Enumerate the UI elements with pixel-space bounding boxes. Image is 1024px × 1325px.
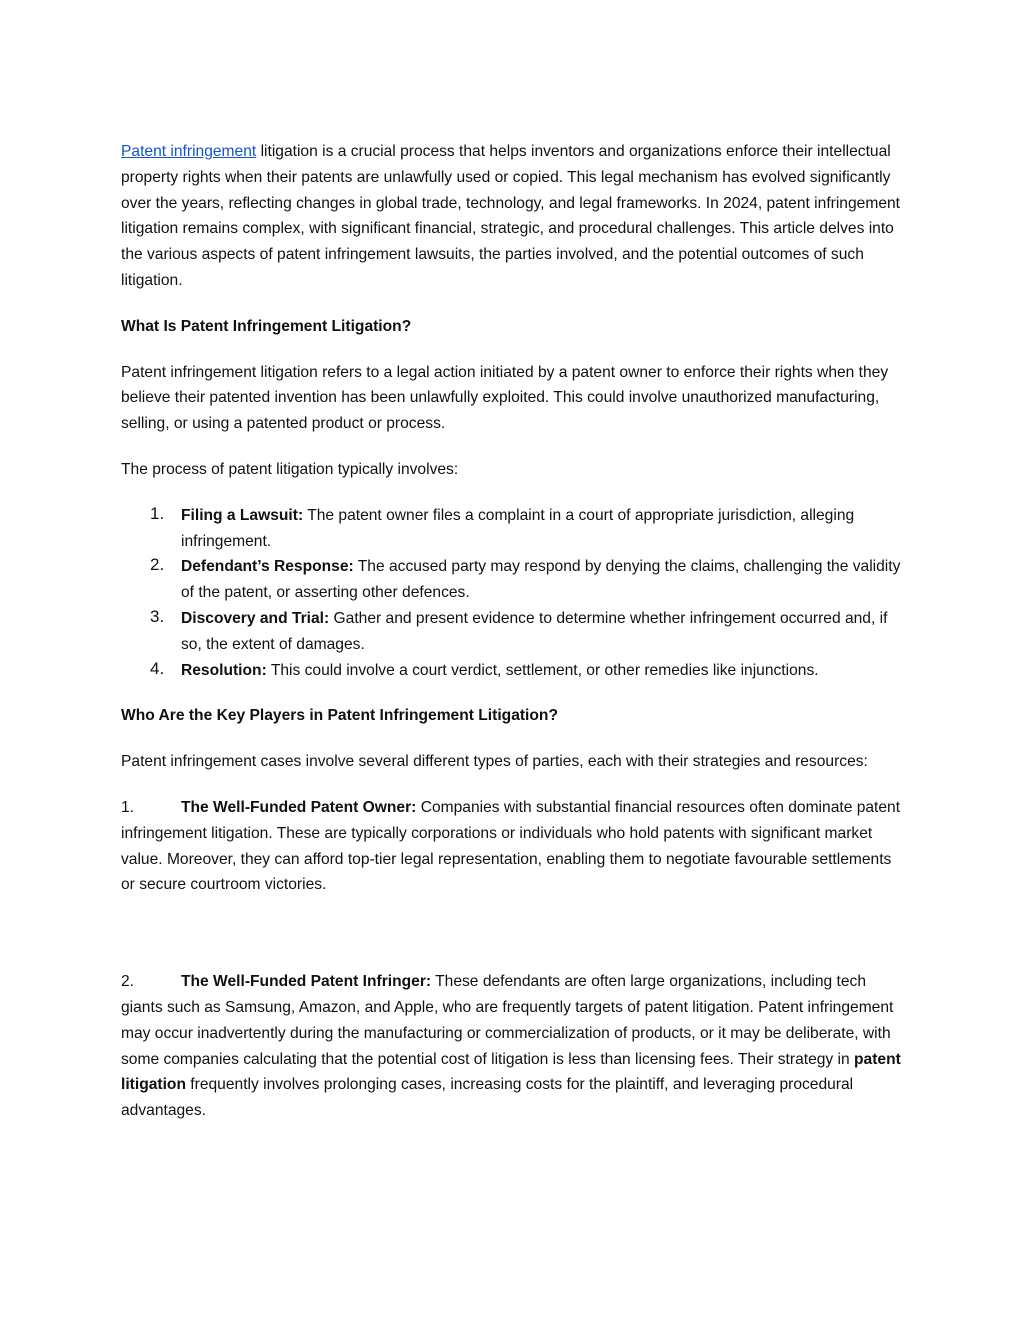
intro-text: litigation is a crucial process that helps inventors and organizations enforce their intellectual property rights when their patents are unlawfully used or copied. This legal mechanism has evolved significantly over the years, reflecting changes in global trade, technology, and legal frameworks. In 2024, patent infringement litigation remains complex, with significant financial, strategic, and procedural challenges. This article delves into the various aspects of patent infringement lawsuits, the parties involved, and the potential outcomes of such litigation. — [121, 143, 900, 289]
step-text: The accused party may respond by denying the claims, challenging the validity of the patent, or asserting other defences. — [181, 558, 901, 602]
list-item — [150, 658, 907, 684]
player-text-after: frequently involves prolonging cases, increasing costs for the plaintiff, and leveraging procedural advantages. — [121, 1076, 854, 1120]
player-paragraph-infringer — [121, 969, 907, 1124]
list-item — [150, 554, 907, 606]
intro-paragraph — [121, 139, 907, 294]
list-number: 4. — [150, 658, 165, 678]
player-paragraph-owner — [121, 795, 907, 898]
player-text-before: These defendants are often large organizations, including tech giants such as Samsung, Amazon, and Apple, who are frequently targets of patent litigation. Patent infringement may occur inadvertently during the manufacturing or commercialization of products, or it may be deliberate, with some companies calculating that the potential cost of litigation is less than licensing fees. Their strategy in — [121, 973, 894, 1068]
step-text: The patent owner files a complaint in a court of appropriate jurisdiction, alleging infringement. — [181, 506, 855, 550]
step-label: Defendant’s Response: — [181, 558, 354, 576]
player-label: The Well-Funded Patent Owner: — [181, 798, 417, 816]
step-label: Resolution: — [181, 661, 267, 679]
process-steps-list — [121, 503, 907, 684]
section-heading-key-players: Who Are the Key Players in Patent Infringement Litigation? — [121, 707, 558, 725]
section-heading-what-is: What Is Patent Infringement Litigation? — [121, 317, 412, 335]
player-text: Companies with substantial financial resources often dominate patent infringement litigation. These are typically corporations or individuals who hold patents with significant market value. Moreover, they can afford top-tier legal representation, enabling them to negotiate favourable settlements or secure courtroom victories. — [121, 798, 901, 894]
blank-line — [121, 918, 907, 969]
step-label: Filing a Lawsuit: — [181, 506, 304, 524]
player-inline-bold: patent litigation — [121, 1050, 901, 1094]
document-page — [121, 139, 907, 1144]
patent-infringement-link[interactable]: Patent infringement — [121, 143, 257, 160]
list-number: 1. — [150, 503, 165, 523]
definition-paragraph: Patent infringement litigation refers to a legal action initiated by a patent owner to enforce their rights when they believe their patented invention has been unlawfully exploited. This could involve unauthorized manufacturing, selling, or using a patented product or process. — [121, 363, 889, 433]
step-text: Gather and present evidence to determine whether infringement occurred and, if so, the extent of damages. — [181, 609, 888, 653]
list-number: 2. — [150, 555, 165, 575]
player-label: The Well-Funded Patent Infringer: — [181, 973, 432, 991]
step-text: This could involve a court verdict, settlement, or other remedies like injunctions. — [266, 661, 819, 679]
list-item — [150, 606, 907, 658]
player-number: 2. — [121, 973, 135, 991]
process-intro-paragraph: The process of patent litigation typically involves: — [121, 460, 459, 478]
key-players-intro-paragraph: Patent infringement cases involve several different types of parties, each with their strategies and resources: — [121, 753, 868, 771]
player-number: 1. — [121, 798, 135, 816]
list-item — [150, 503, 907, 555]
list-number: 3. — [150, 606, 165, 626]
step-label: Discovery and Trial: — [181, 609, 330, 627]
